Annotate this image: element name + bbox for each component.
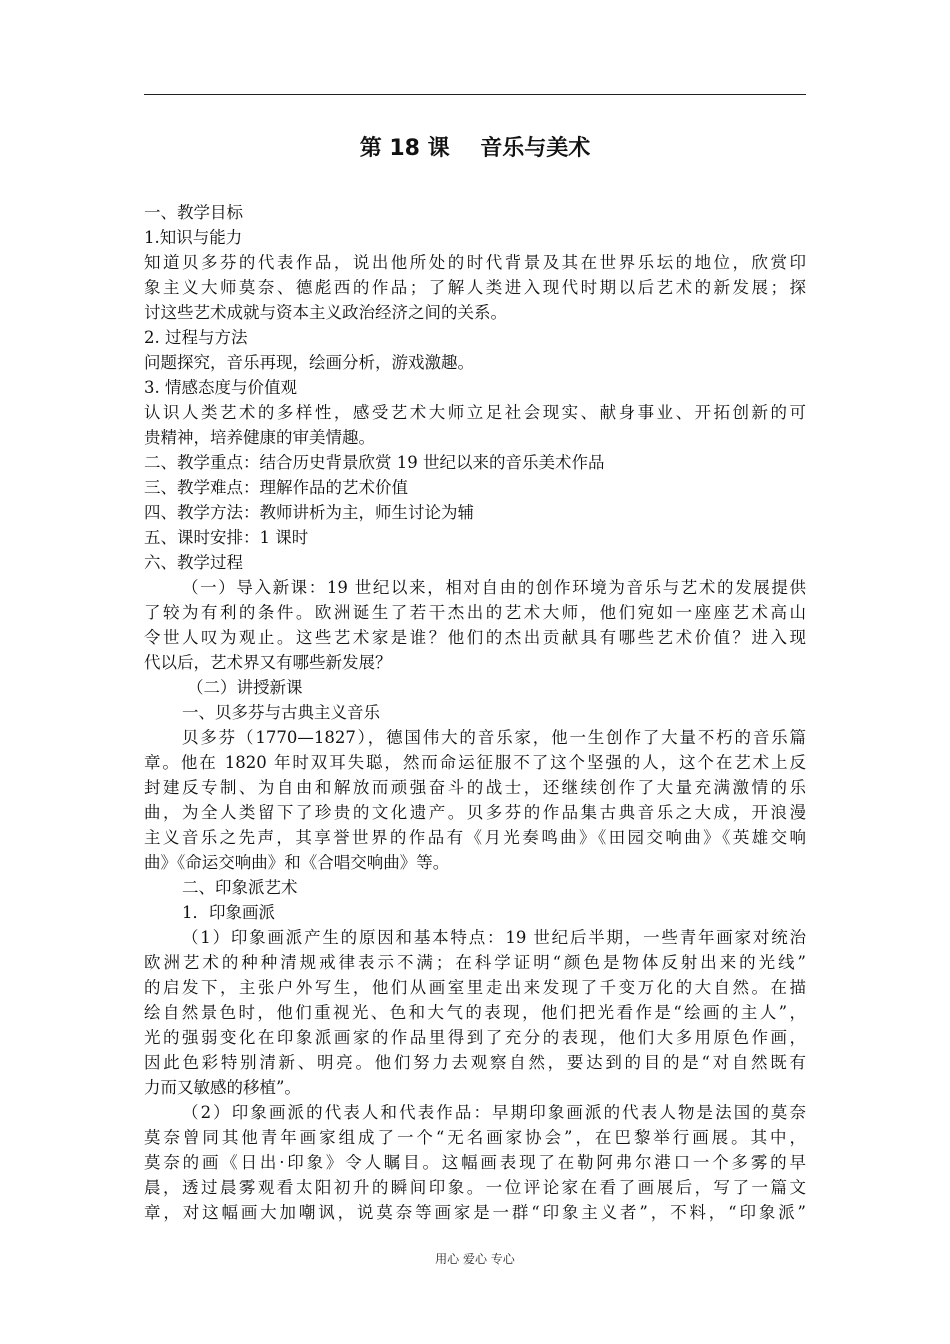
text-line: 令世人叹为观止。这些艺术家是谁？他们的杰出贡献具有哪些艺术价值？进入现 <box>144 628 806 647</box>
text-line: 绘自然景色时，他们重视光、色和大气的表现，他们把光看作是“绘画的主人”， <box>144 1003 806 1022</box>
subheading-impressionism: 二、印象派艺术 <box>182 878 298 897</box>
text-line: 知道贝多芬的代表作品，说出他所处的时代背景及其在世界乐坛的地位，欣赏印 <box>144 253 806 272</box>
text-line: 莫奈曾同其他青年画家组成了一个“无名画家协会”，在巴黎举行画展。其中， <box>144 1128 806 1147</box>
text-line: 力而又敏感的移植”。 <box>144 1078 301 1097</box>
text-line: 的启发下，主张户外写生，他们从画室里走出来发现了千变万化的大自然。在描 <box>144 978 806 997</box>
text-line: （1）印象画派产生的原因和基本特点：19 世纪后半期，一些青年画家对统治 <box>182 928 806 947</box>
text-line: 章。他在 1820 年时双耳失聪，然而命运征服不了这个坚强的人，这个在艺术上反 <box>144 753 806 772</box>
text-line: 讨这些艺术成就与资本主义政治经济之间的关系。 <box>144 303 507 322</box>
section-heading-key-points: 二、教学重点：结合历史背景欣赏 19 世纪以来的音乐美术作品 <box>144 453 605 472</box>
text-line: 认识人类艺术的多样性，感受艺术大师立足社会现实、献身事业、开拓创新的可 <box>144 403 806 422</box>
document-body <box>144 200 806 1225</box>
subheading-values: 3. 情感态度与价值观 <box>144 378 297 397</box>
subheading-impressionist-painting: 1．印象画派 <box>182 903 275 922</box>
text-line: 问题探究，音乐再现，绘画分析，游戏激趣。 <box>144 353 474 372</box>
text-line: 章，对这幅画大加嘲讽，说莫奈等画家是一群“印象主义者”，不料，“印象派” <box>144 1203 806 1222</box>
text-line: 光的强弱变化在印象派画家的作品里得到了充分的表现，他们大多用原色作画， <box>144 1028 806 1047</box>
text-line: 因此色彩特别清新、明亮。他们努力去观察自然，要达到的目的是“对自然既有 <box>144 1053 806 1072</box>
text-line: 曲》《命运交响曲》和《合唱交响曲》等。 <box>144 853 450 872</box>
text-line: 封建反专制、为自由和解放而顽强奋斗的战士，还继续创作了大量充满激情的乐 <box>144 778 806 797</box>
subheading-beethoven: 一、贝多芬与古典主义音乐 <box>182 703 380 722</box>
text-line: 主义音乐之先声，其享誉世界的作品有《月光奏鸣曲》《田园交响曲》《英雄交响 <box>144 828 806 847</box>
header-rule <box>144 94 806 95</box>
text-line: 欧洲艺术的种种清规戒律表示不满；在科学证明“颜色是物体反射出来的光线” <box>144 953 806 972</box>
subheading-process: 2. 过程与方法 <box>144 328 248 347</box>
text-line: 晨，透过晨雾观看太阳初升的瞬间印象。一位评论家在看了画展后，写了一篇文 <box>144 1178 806 1197</box>
text-line: （一）导入新课：19 世纪以来，相对自由的创作环境为音乐与艺术的发展提供 <box>182 578 806 597</box>
page-title: 第 18 课 音乐与美术 <box>359 136 591 161</box>
text-line: 象主义大师莫奈、德彪西的作品；了解人类进入现代时期以后艺术的新发展；探 <box>144 278 806 297</box>
section-heading-schedule: 五、课时安排：1 课时 <box>144 528 309 547</box>
text-line: 莫奈的画《日出·印象》令人瞩目。这幅画表现了在勒阿弗尔港口一个多雾的早 <box>144 1153 806 1172</box>
section-heading-methods: 四、教学方法：教师讲析为主，师生讨论为辅 <box>144 503 474 522</box>
section-heading-difficulties: 三、教学难点：理解作品的艺术价值 <box>144 478 408 497</box>
text-line: 贝多芬（1770—1827），德国伟大的音乐家，他一生创作了大量不朽的音乐篇 <box>182 728 806 747</box>
text-line: 代以后，艺术界又有哪些新发展？ <box>144 653 392 672</box>
section-heading-objectives: 一、教学目标 <box>144 203 243 222</box>
text-line: （2）印象画派的代表人和代表作品：早期印象画派的代表人物是法国的莫奈 <box>182 1103 806 1122</box>
text-line: 了较为有利的条件。欧洲诞生了若干杰出的艺术大师，他们宛如一座座艺术高山 <box>144 603 806 622</box>
text-line: 曲，为全人类留下了珍贵的文化遗产。贝多芬的作品集古典音乐之大成，开浪漫 <box>144 803 806 822</box>
subheading-new-lesson: （二）讲授新课 <box>187 678 303 697</box>
section-heading-process: 六、教学过程 <box>144 553 243 572</box>
page-footer: 用心 爱心 专心 <box>435 1252 515 1266</box>
text-line: 贵精神，培养健康的审美情趣。 <box>144 428 375 447</box>
subheading-knowledge: 1.知识与能力 <box>144 228 243 247</box>
